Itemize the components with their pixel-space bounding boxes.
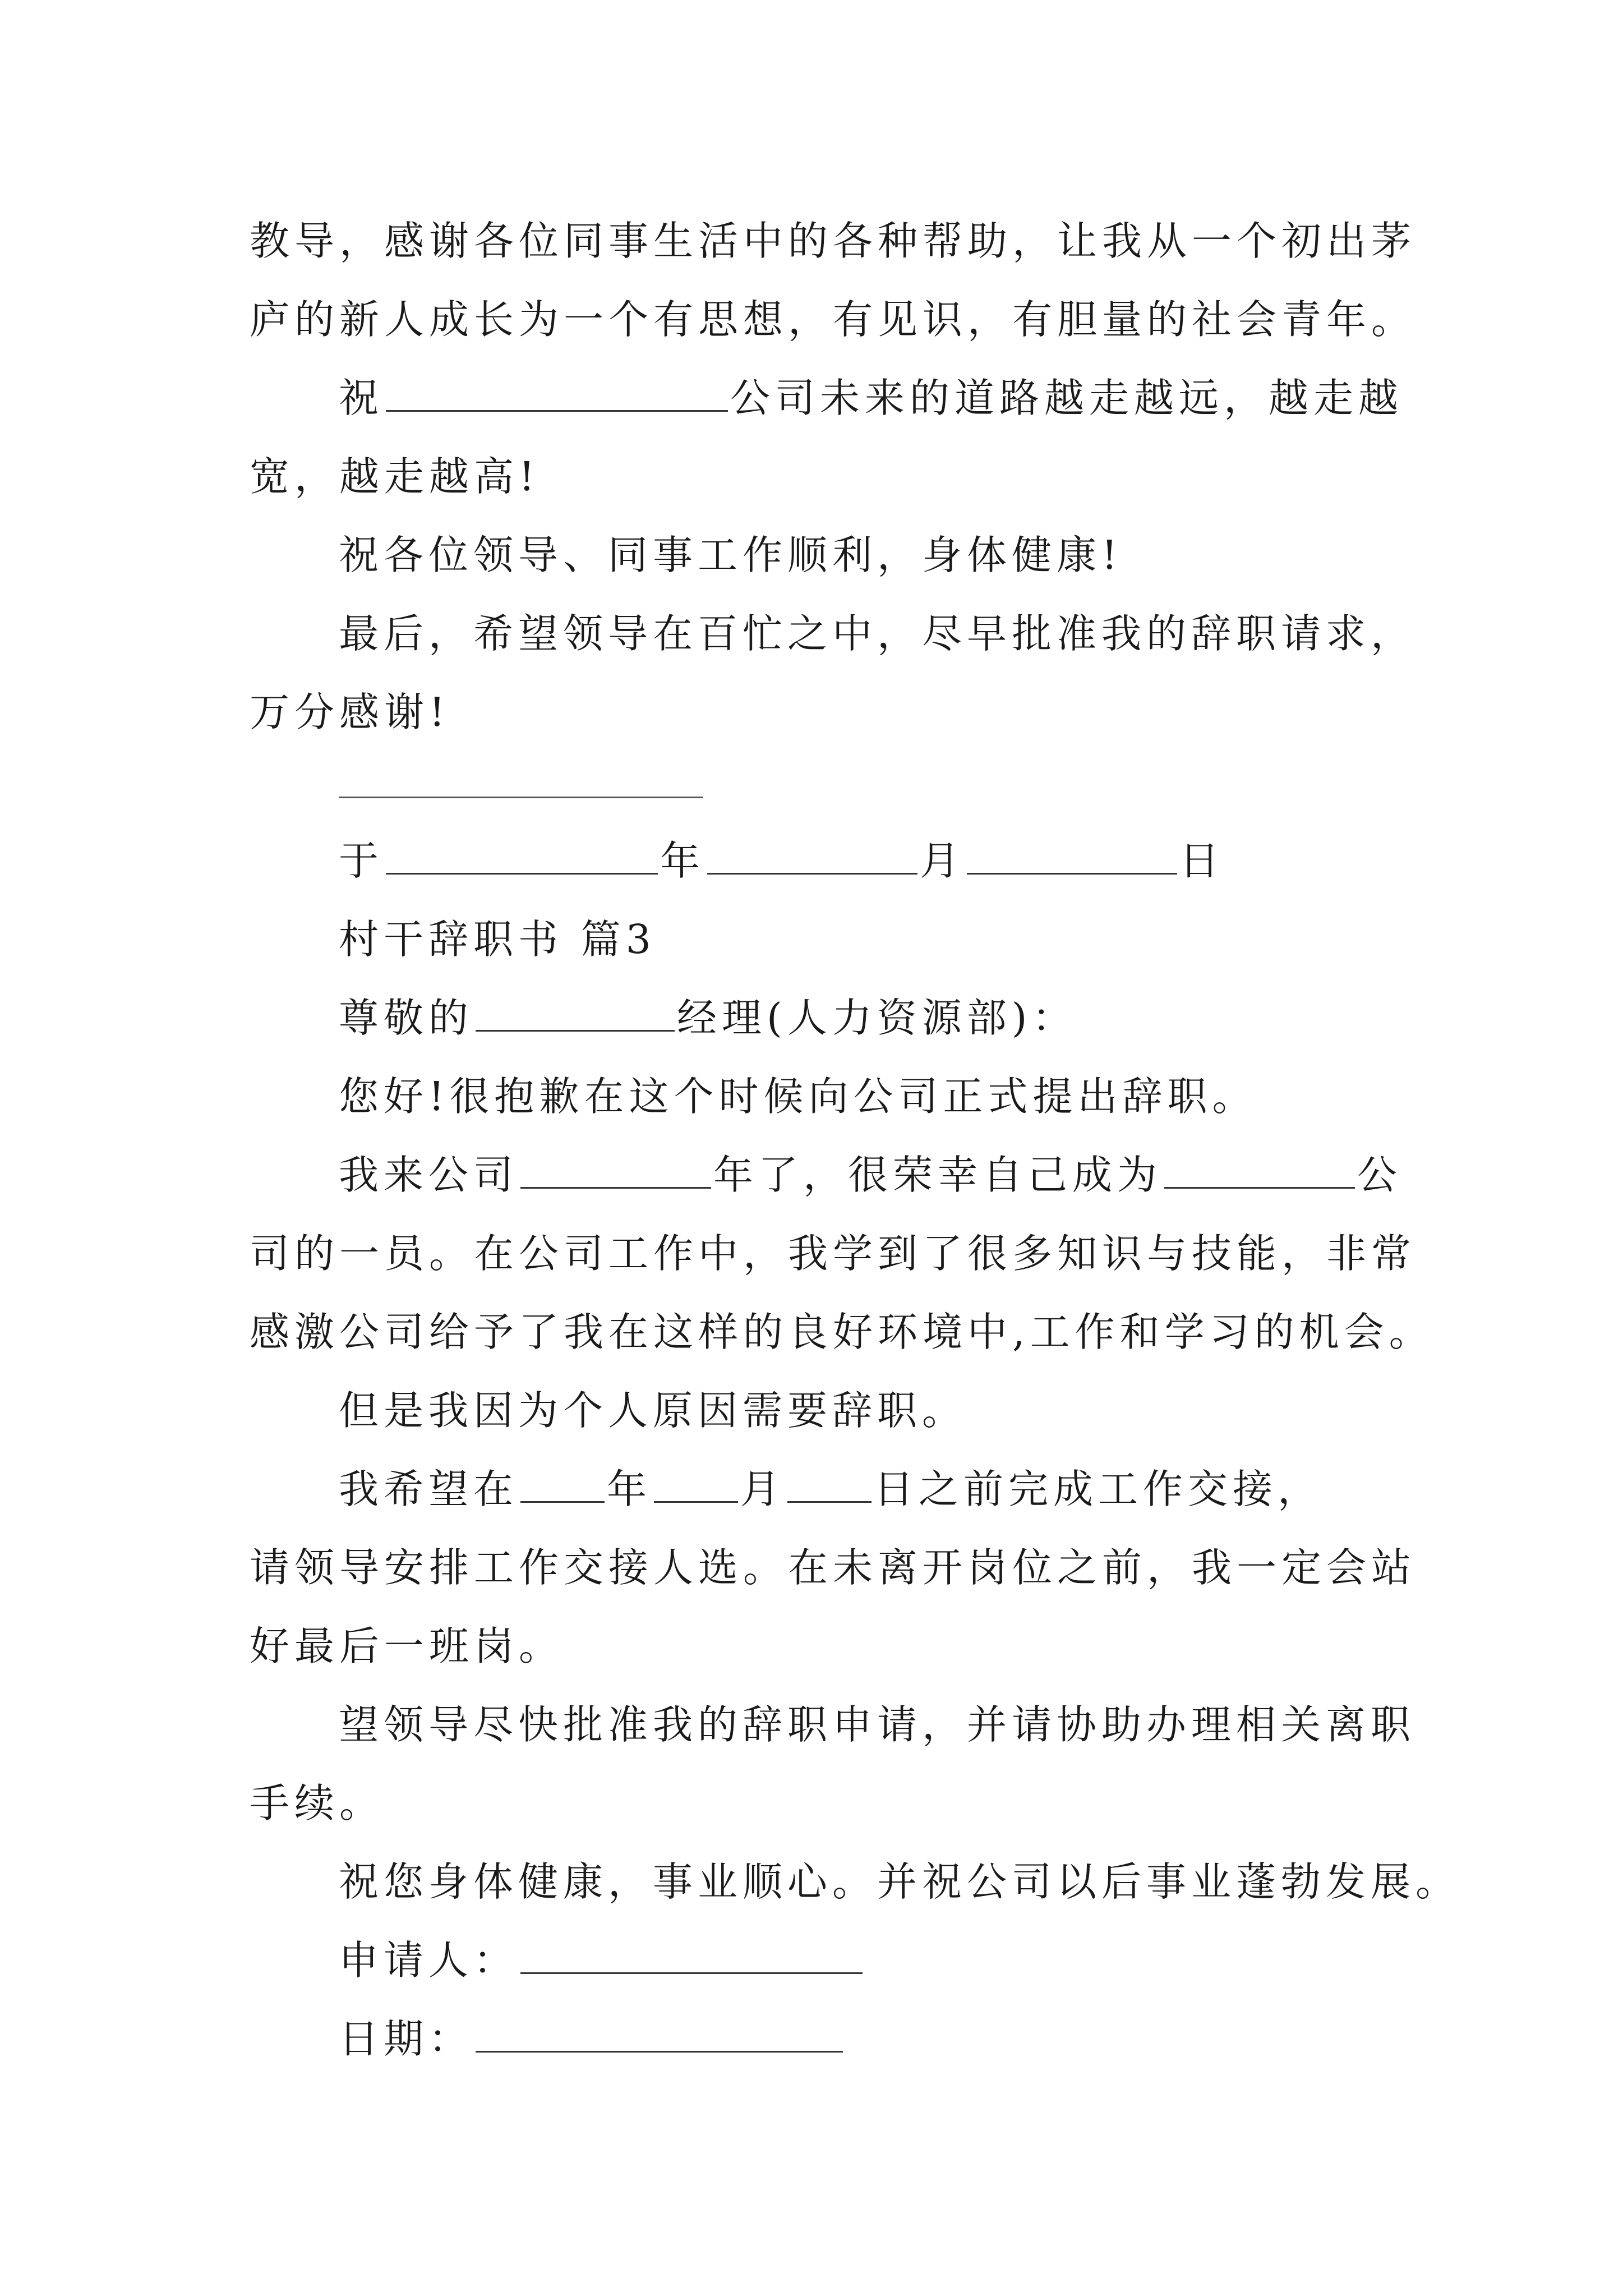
day-label: 日 bbox=[1179, 838, 1225, 884]
manager-name-blank[interactable] bbox=[476, 991, 675, 1032]
tenure-middle: 年了，很荣幸自己成为 bbox=[713, 1152, 1163, 1198]
body-line: 望领导尽快批准我的辞职申请，并请协助办理相关离职 bbox=[339, 1701, 1416, 1748]
wish-line bbox=[339, 367, 1403, 429]
handover-suffix: 日之前完成工作交接， bbox=[874, 1466, 1323, 1512]
applicant-blank[interactable] bbox=[520, 1933, 863, 1974]
handover-day-blank[interactable] bbox=[787, 1462, 872, 1503]
salutation-prefix: 尊敬的 bbox=[339, 995, 474, 1041]
wish-prefix: 祝 bbox=[339, 375, 384, 421]
signature-blank[interactable] bbox=[339, 797, 703, 798]
body-line: 万分感谢! bbox=[250, 689, 450, 735]
body-line: 您好!很抱歉在这个时候向公司正式提出辞职。 bbox=[339, 1073, 1257, 1120]
wish-suffix: 公司未来的道路越走越远，越走越 bbox=[730, 375, 1404, 421]
body-line: 祝您身体健康，事业顺心。并祝公司以后事业蓬勃发展。 bbox=[339, 1858, 1461, 1905]
company-blank[interactable] bbox=[1164, 1148, 1355, 1189]
handover-year-blank[interactable] bbox=[520, 1462, 605, 1503]
tenure-suffix: 公 bbox=[1357, 1152, 1403, 1198]
date-line bbox=[339, 830, 1224, 892]
handover-line bbox=[339, 1458, 1322, 1520]
company-name-blank[interactable] bbox=[386, 371, 728, 412]
body-line: 手续。 bbox=[250, 1780, 385, 1826]
body-line: 最后，希望领导在百忙之中，尽早批准我的辞职请求， bbox=[339, 610, 1416, 657]
month-blank[interactable] bbox=[707, 834, 917, 875]
applicant-label: 申请人： bbox=[339, 1937, 519, 1984]
date-label: 日期： bbox=[339, 2016, 474, 2062]
day-blank[interactable] bbox=[967, 834, 1177, 875]
body-line: 庐的新人成长为一个有思想，有见识，有胆量的社会青年。 bbox=[250, 296, 1417, 343]
year-label: 年 bbox=[660, 838, 706, 884]
tenure-prefix: 我来公司 bbox=[339, 1152, 519, 1198]
handover-month-label: 月 bbox=[740, 1466, 786, 1512]
years-blank[interactable] bbox=[520, 1148, 711, 1189]
body-line: 司的一员。在公司工作中，我学到了很多知识与技能，非常 bbox=[250, 1230, 1417, 1277]
body-line: 宽，越走越高! bbox=[250, 453, 540, 500]
date-field-line bbox=[339, 2008, 845, 2070]
salutation bbox=[339, 987, 1077, 1049]
body-line: 好最后一班岗。 bbox=[250, 1623, 564, 1669]
month-label: 月 bbox=[920, 838, 965, 884]
handover-year-label: 年 bbox=[607, 1466, 652, 1512]
handover-prefix: 我希望在 bbox=[339, 1466, 519, 1512]
section-heading: 村干辞职书 篇3 bbox=[339, 916, 656, 963]
year-blank[interactable] bbox=[386, 834, 658, 875]
date-blank[interactable] bbox=[476, 2012, 843, 2053]
date-prefix: 于 bbox=[339, 838, 384, 884]
body-line: 祝各位领导、同事工作顺利，身体健康! bbox=[339, 532, 1123, 578]
applicant-line bbox=[339, 1930, 865, 1991]
body-line: 请领导安排工作交接人选。在未离开岗位之前，我一定会站 bbox=[250, 1544, 1417, 1591]
body-line: 教导，感谢各位同事生活中的各种帮助，让我从一个初出茅 bbox=[250, 218, 1417, 264]
tenure-line bbox=[339, 1144, 1402, 1206]
body-line: 但是我因为个人原因需要辞职。 bbox=[339, 1387, 967, 1434]
handover-month-blank[interactable] bbox=[654, 1462, 738, 1503]
body-line: 感激公司给予了我在这样的良好环境中,工作和学习的机会。 bbox=[250, 1309, 1434, 1355]
salutation-suffix: 经理(人力资源部)： bbox=[677, 995, 1077, 1041]
